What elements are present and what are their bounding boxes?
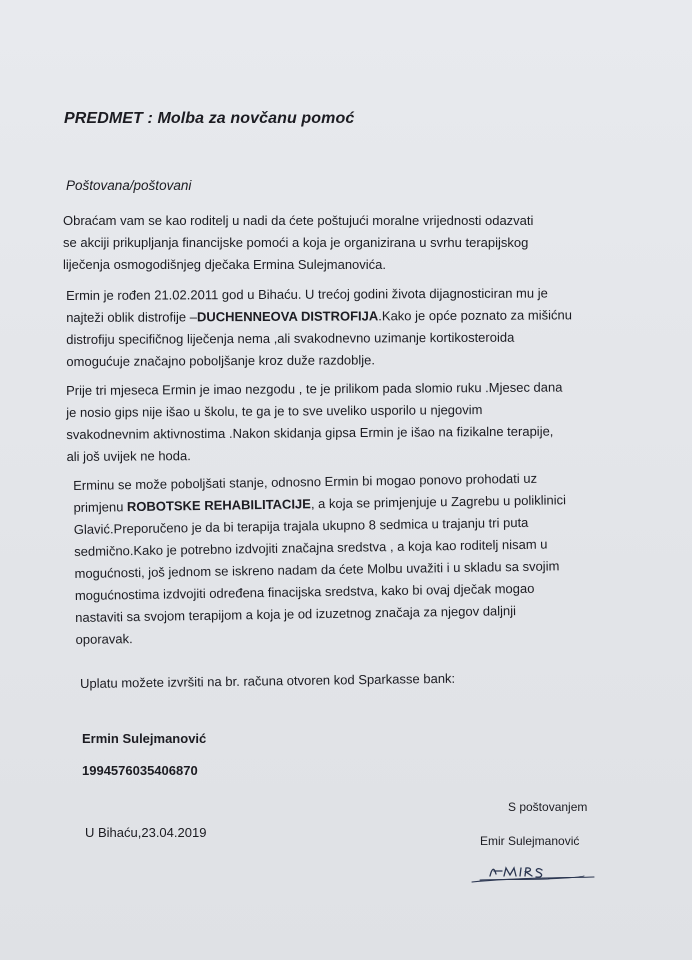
paragraph-line — [66, 304, 572, 329]
paragraph-line: Erminu se može poboljšati stanje, odnosno Ermin bi mogao ponovo prohodati uz — [73, 470, 538, 493]
signature-stroke-letters — [490, 868, 542, 877]
paragraph-line: liječenja osmogodišnjeg dječaka Ermina Sulejmanovića. — [63, 257, 387, 272]
account-number: 1994576035406870 — [82, 763, 198, 778]
paragraph-line: sedmično.Kako je potrebno izdvojiti značajna sredstva , a koja kao roditelj nisam u — [74, 536, 548, 559]
payment-instructions: Uplatu možete izvršiti na br. računa otvoren kod Sparkasse bank: — [80, 670, 456, 691]
paragraph-diagnosis — [66, 282, 572, 373]
paragraph-line: oporavak. — [75, 631, 133, 647]
letter-subject: PREDMET : Molba za novčanu pomoć — [64, 110, 355, 127]
therapy-name: ROBOTSKE REHABILITACIJE — [126, 496, 312, 515]
paragraph-line: distrofiju specifičnog liječenja nema ,ali svakodnevno uzimanje kortikosteroida — [66, 329, 515, 347]
signer-name: Emir Sulejmanović — [480, 834, 580, 848]
paragraph-line: svakodnevnim aktivnostima .Nakon skidanja gipsa Ermin je išao na fizikalne terapije, — [66, 423, 554, 442]
paragraph-line: se akciji prikupljanja financijske pomoći a koja je organizirana u svrhu terapijskog — [63, 235, 529, 250]
paragraph-line: je nosio gips nije išao u školu, te ga je to sve uveliko usporilo u njegovim — [66, 402, 483, 420]
paragraph-line: Prije tri mjeseca Ermin je imao nezgodu , te je prilikom pada slomio ruku .Mjesec dana — [66, 379, 563, 398]
text-run: najteži oblik distrofije – — [66, 309, 198, 325]
paragraph-line: mogućnostima izdvojiti određena finacijska sredstva, kako bi ovaj dječak mogao — [74, 580, 535, 603]
account-holder: Ermin Sulejmanović — [82, 731, 207, 746]
text-run: .Kako je opće poznato za mišićnu — [378, 307, 572, 324]
paragraph-intro — [63, 210, 533, 276]
handwritten-signature — [468, 858, 598, 886]
paragraph-therapy — [73, 467, 568, 651]
diagnosis-name: DUCHENNEOVA DISTROFIJA — [196, 308, 379, 325]
paragraph-line: Obraćam vam se kao roditelj u nadi da ćete poštujući moralne vrijednosti odazvati — [63, 213, 534, 228]
paragraph-line: Glavić.Preporučeno je da bi terapija trajala ukupno 8 sedmica u trajanju tri puta — [73, 514, 529, 537]
text-run: , a koja se primjenjuje u Zagrebu u poliklinici — [310, 492, 567, 512]
paragraph-accident — [66, 377, 563, 468]
paragraph-line: omogućuje značajno poboljšanje kroz duže razdoblje. — [66, 352, 376, 369]
salutation: Poštovana/poštovani — [66, 178, 192, 193]
place-and-date: U Bihaću,23.04.2019 — [85, 825, 207, 840]
paragraph-line: Ermin je rođen 21.02.2011 god u Bihaću. U trećoj godini života dijagnosticiran mu je — [66, 285, 548, 303]
closing-phrase: S poštovanjem — [508, 800, 588, 814]
paragraph-line: mogućnosti, još jednom se iskreno nadam da ćete Molbu uvažiti i u skladu sa svojim — [74, 558, 560, 581]
paragraph-line: ali još uvijek ne hoda. — [66, 448, 191, 464]
paragraph-line: nastaviti sa svojom terapijom a koja je od izuzetnog značaja za njegov daljnji — [75, 603, 517, 625]
text-run: primjenu — [73, 499, 128, 515]
